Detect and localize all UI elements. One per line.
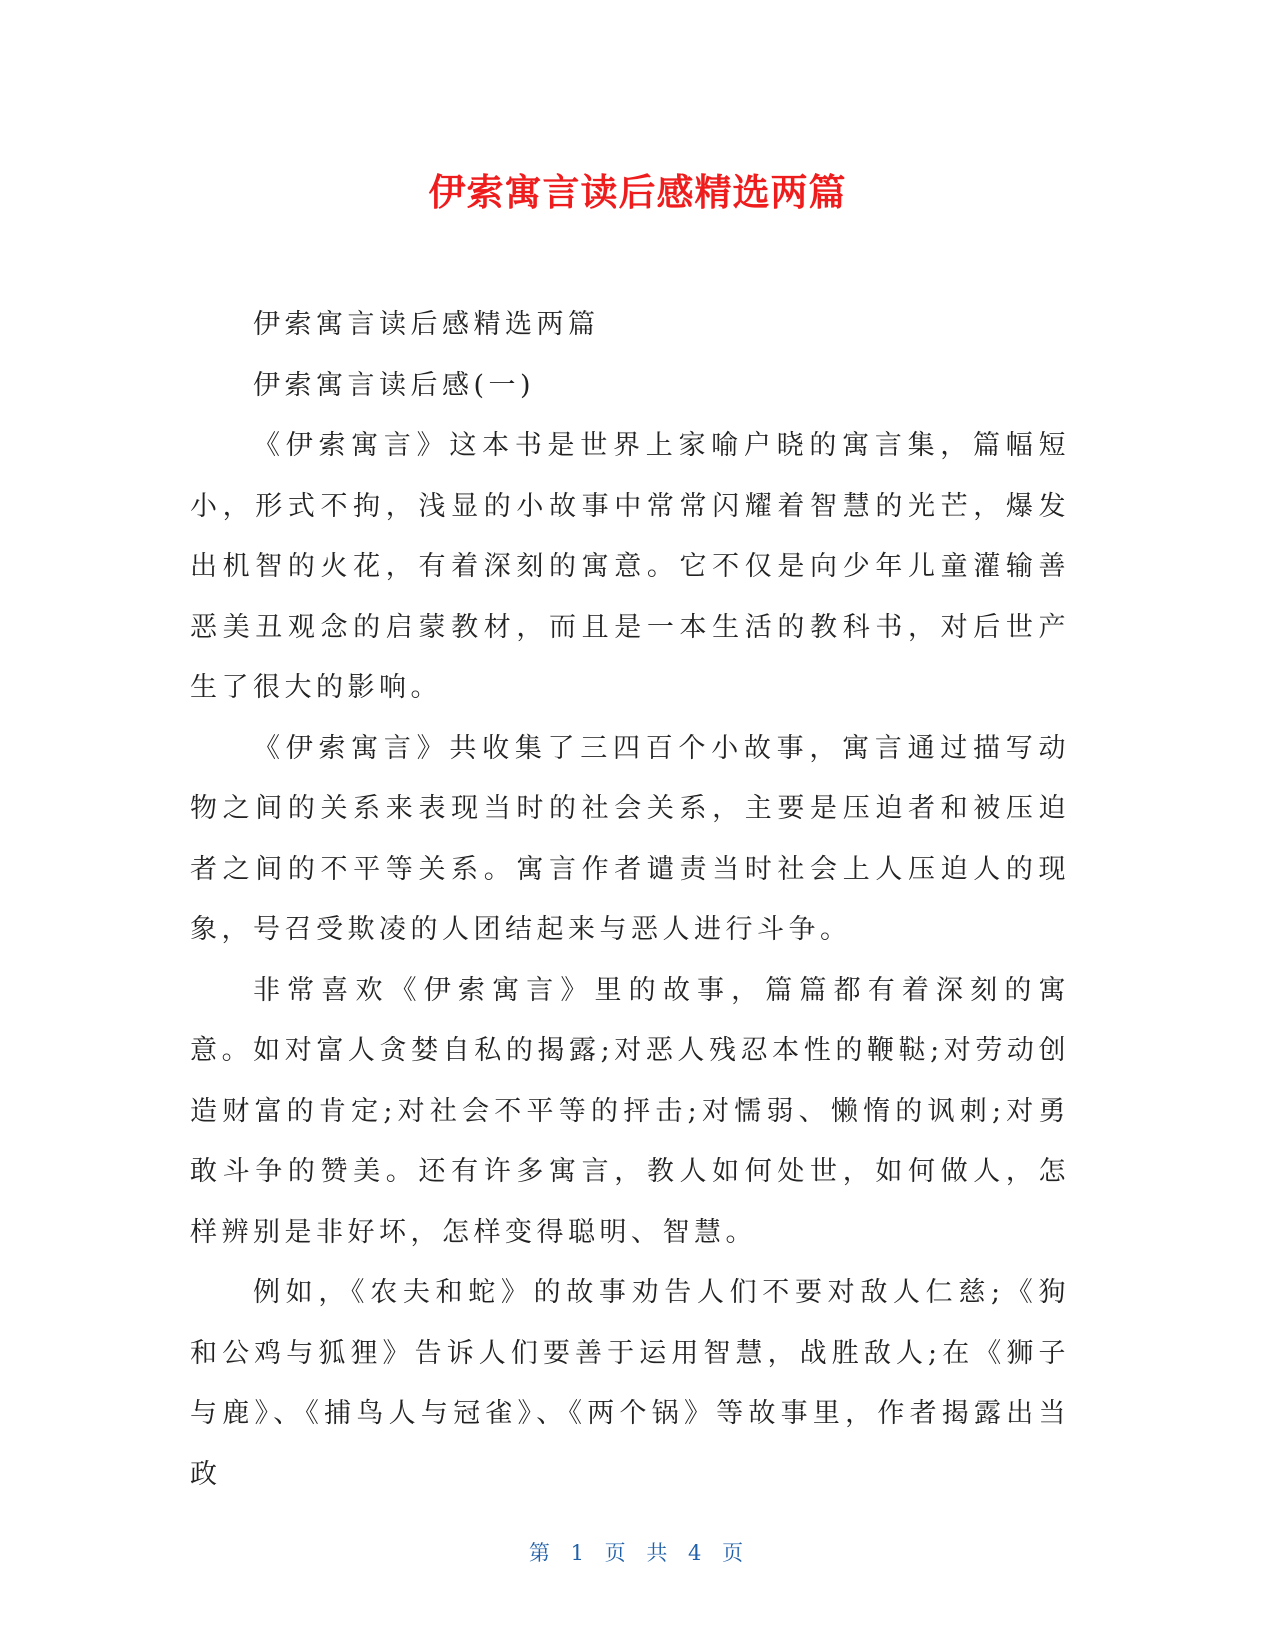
paragraph-subheading: 伊索寓言读后感(一) [253,369,536,401]
paragraph: 《伊索寓言》这本书是世界上家喻户晓的寓言集，篇幅短小，形式不拘，浅显的小故事中常常闪耀着智慧的光芒，爆发出机智的火花，有着深刻的寓意。它不仅是向少年儿童灌输善恶美丑观念的启蒙教材，而且是一本生活的教科书，对后世产生了很大的影响。 [190,430,1070,703]
paragraph: 《伊索寓言》共收集了三四百个小故事，寓言通过描写动物之间的关系来表现当时的社会关系，主要是压迫者和被压迫者之间的不平等关系。寓言作者谴责当时社会上人压迫人的现象，号召受欺凌的人团结起来与恶人进行斗争。 [190,732,1070,945]
paragraph-heading: 伊索寓言读后感精选两篇 [253,309,600,340]
page-footer [0,1537,1275,1567]
document-body [190,295,1070,1505]
footer-page-word: 第 [528,1541,553,1565]
footer-page-unit: 页 [604,1541,629,1565]
paragraph: 例如，《农夫和蛇》的故事劝告人们不要对敌人仁慈;《狗和公鸡与狐狸》告诉人们要善于运用智慧，战胜敌人;在《狮子与鹿》、《捕鸟人与冠雀》、《两个锅》等故事里，作者揭露出当政 [190,1277,1070,1490]
footer-page-number: 1 [570,1541,587,1565]
footer-total-word: 共 [646,1541,671,1565]
footer-total-pages: 4 [688,1541,705,1565]
paragraph: 非常喜欢《伊索寓言》里的故事，篇篇都有着深刻的寓意。如对富人贪婪自私的揭露;对恶人残忍本性的鞭鞑;对劳动创造财富的肯定;对社会不平等的抨击;对懦弱、懒惰的讽刺;对勇敢斗争的赞美。还有许多寓言，教人如何处世，如何做人，怎样辨别是非好坏，怎样变得聪明、智慧。 [190,974,1070,1248]
document-title: 伊索寓言读后感精选两篇 [428,171,847,214]
footer-total-unit: 页 [722,1541,747,1565]
